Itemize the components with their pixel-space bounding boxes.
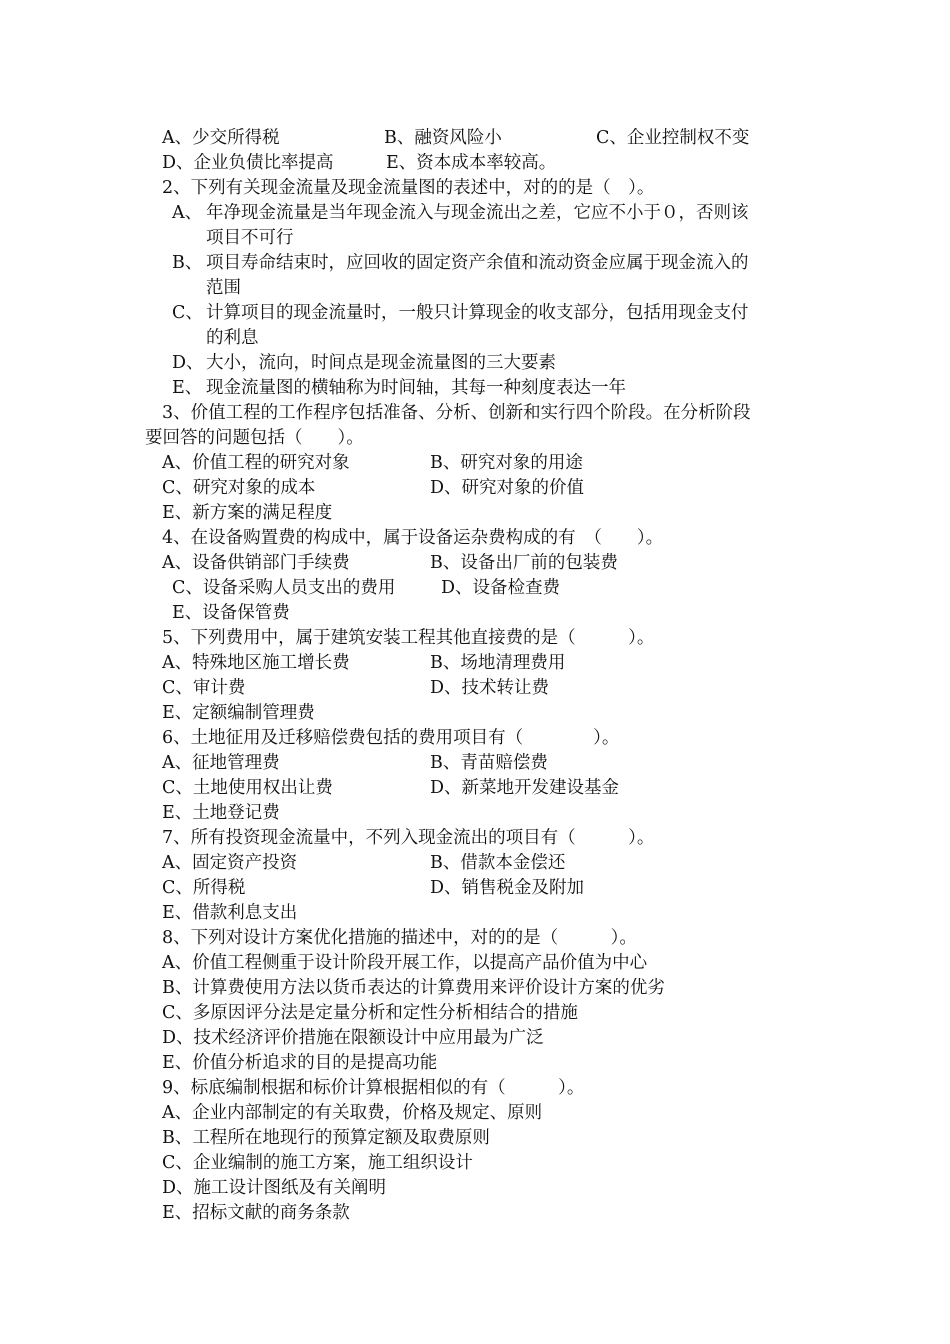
q9-option-e: E、招标文献的商务条款 <box>162 1203 350 1223</box>
q2-option-b-label: B、 <box>172 253 203 273</box>
q2-option-c-line1: 计算项目的现金流量时，一般只计算现金的收支部分，包括用现金支付 <box>206 303 749 323</box>
q9-option-c: C、企业编制的施工方案，施工组织设计 <box>162 1153 473 1173</box>
q1-options-row-1 <box>0 126 950 151</box>
q6-option-a: A、征地管理费 <box>162 753 280 773</box>
q4-option-d: D、设备检查费 <box>441 578 561 598</box>
q3-stem-line1: 3、价值工程的工作程序包括准备、分析、创新和实行四个阶段。在分析阶段 <box>162 403 751 423</box>
q7-stem: 7、所有投资现金流量中，不列入现金流出的项目有（ ）。 <box>162 828 655 848</box>
q1-option-a: A、少交所得税 <box>162 128 280 148</box>
q1-option-d: D、企业负债比率提高 <box>162 153 334 173</box>
q5-option-e: E、定额编制管理费 <box>162 703 315 723</box>
q6-option-b: B、青苗赔偿费 <box>430 753 548 773</box>
q2-stem: 2、下列有关现金流量及现金流量图的表述中，对的的是（ ）。 <box>162 178 655 198</box>
q2-option-c-line2: 的利息 <box>206 328 259 348</box>
q2-option-a-line1: 年净现金流量是当年现金流入与现金流出之差，它应不小于０，否则该 <box>206 203 749 223</box>
q8-option-d: D、技术经济评价措施在限额设计中应用最为广泛 <box>162 1028 544 1048</box>
q9-option-d: D、施工设计图纸及有关阐明 <box>162 1178 387 1198</box>
q8-option-a: A、价值工程侧重于设计阶段开展工作，以提高产品价值为中心 <box>162 953 648 973</box>
q8-option-b: B、计算费使用方法以货币表达的计算费用来评价设计方案的优劣 <box>162 978 665 998</box>
q7-option-d: D、销售税金及附加 <box>430 878 585 898</box>
q5-option-b: B、场地清理费用 <box>430 653 566 673</box>
q3-option-b: B、研究对象的用途 <box>430 453 583 473</box>
q1-option-c: C、企业控制权不变 <box>596 128 750 148</box>
q5-option-a: A、特殊地区施工增长费 <box>162 653 350 673</box>
q2-option-a-line2: 项目不可行 <box>206 228 294 248</box>
q2-option-b-line1: 项目寿命结束时，应回收的固定资产余值和流动资金应属于现金流入的 <box>206 253 749 273</box>
q7-option-b: B、借款本金偿还 <box>430 853 566 873</box>
q2-option-e-label: E、 <box>172 378 203 398</box>
q1-option-e: E、资本成本率较高。 <box>386 153 557 173</box>
q4-stem: 4、在设备购置费的构成中，属于设备运杂费构成的有 （ ）。 <box>162 528 664 548</box>
q7-option-e: E、借款利息支出 <box>162 903 298 923</box>
q6-stem: 6、土地征用及迁移赔偿费包括的费用项目有（ ）。 <box>162 728 620 748</box>
q3-option-e: E、新方案的满足程度 <box>162 503 333 523</box>
q9-option-b: B、工程所在地现行的预算定额及取费原则 <box>162 1128 490 1148</box>
q8-option-c: C、多原因评分法是定量分析和定性分析相结合的措施 <box>162 1003 578 1023</box>
q3-stem-line2: 要回答的问题包括（ ）。 <box>145 428 364 448</box>
q8-option-e: E、价值分析追求的目的是提高功能 <box>162 1053 438 1073</box>
q9-option-a: A、企业内部制定的有关取费，价格及规定、原则 <box>162 1103 543 1123</box>
q3-option-c: C、研究对象的成本 <box>162 478 316 498</box>
q2-option-b-line2: 范围 <box>206 278 241 298</box>
q3-option-d: D、研究对象的价值 <box>430 478 585 498</box>
q4-option-c: C、设备采购人员支出的费用 <box>172 578 396 598</box>
q2-option-c-label: C、 <box>172 303 203 323</box>
q6-option-e: E、土地登记费 <box>162 803 280 823</box>
q5-option-d: D、技术转让费 <box>430 678 550 698</box>
q1-option-b: B、融资风险小 <box>384 128 502 148</box>
q7-option-a: A、固定资产投资 <box>162 853 298 873</box>
q4-option-e: E、设备保管费 <box>172 603 290 623</box>
q2-option-a-label: A、 <box>172 203 203 223</box>
q6-option-d: D、新菜地开发建设基金 <box>430 778 620 798</box>
q1-options-row-2 <box>0 151 950 176</box>
q3-option-a: A、价值工程的研究对象 <box>162 453 350 473</box>
q7-option-c: C、所得税 <box>162 878 246 898</box>
q2-option-d-label: D、 <box>172 353 204 373</box>
q4-option-a: A、设备供销部门手续费 <box>162 553 350 573</box>
q2-option-d-line1: 大小，流向，时间点是现金流量图的三大要素 <box>206 353 556 373</box>
q5-stem: 5、下列费用中，属于建筑安装工程其他直接费的是（ ）。 <box>162 628 655 648</box>
q2-option-e-line1: 现金流量图的横轴称为时间轴，其每一种刻度表达一年 <box>206 378 626 398</box>
q4-option-b: B、设备出厂前的包装费 <box>430 553 618 573</box>
q8-stem: 8、下列对设计方案优化措施的描述中，对的的是（ ）。 <box>162 928 637 948</box>
q5-option-c: C、审计费 <box>162 678 246 698</box>
q6-option-c: C、土地使用权出让费 <box>162 778 333 798</box>
q9-stem: 9、标底编制根据和标价计算根据相似的有（ ）。 <box>162 1078 585 1098</box>
